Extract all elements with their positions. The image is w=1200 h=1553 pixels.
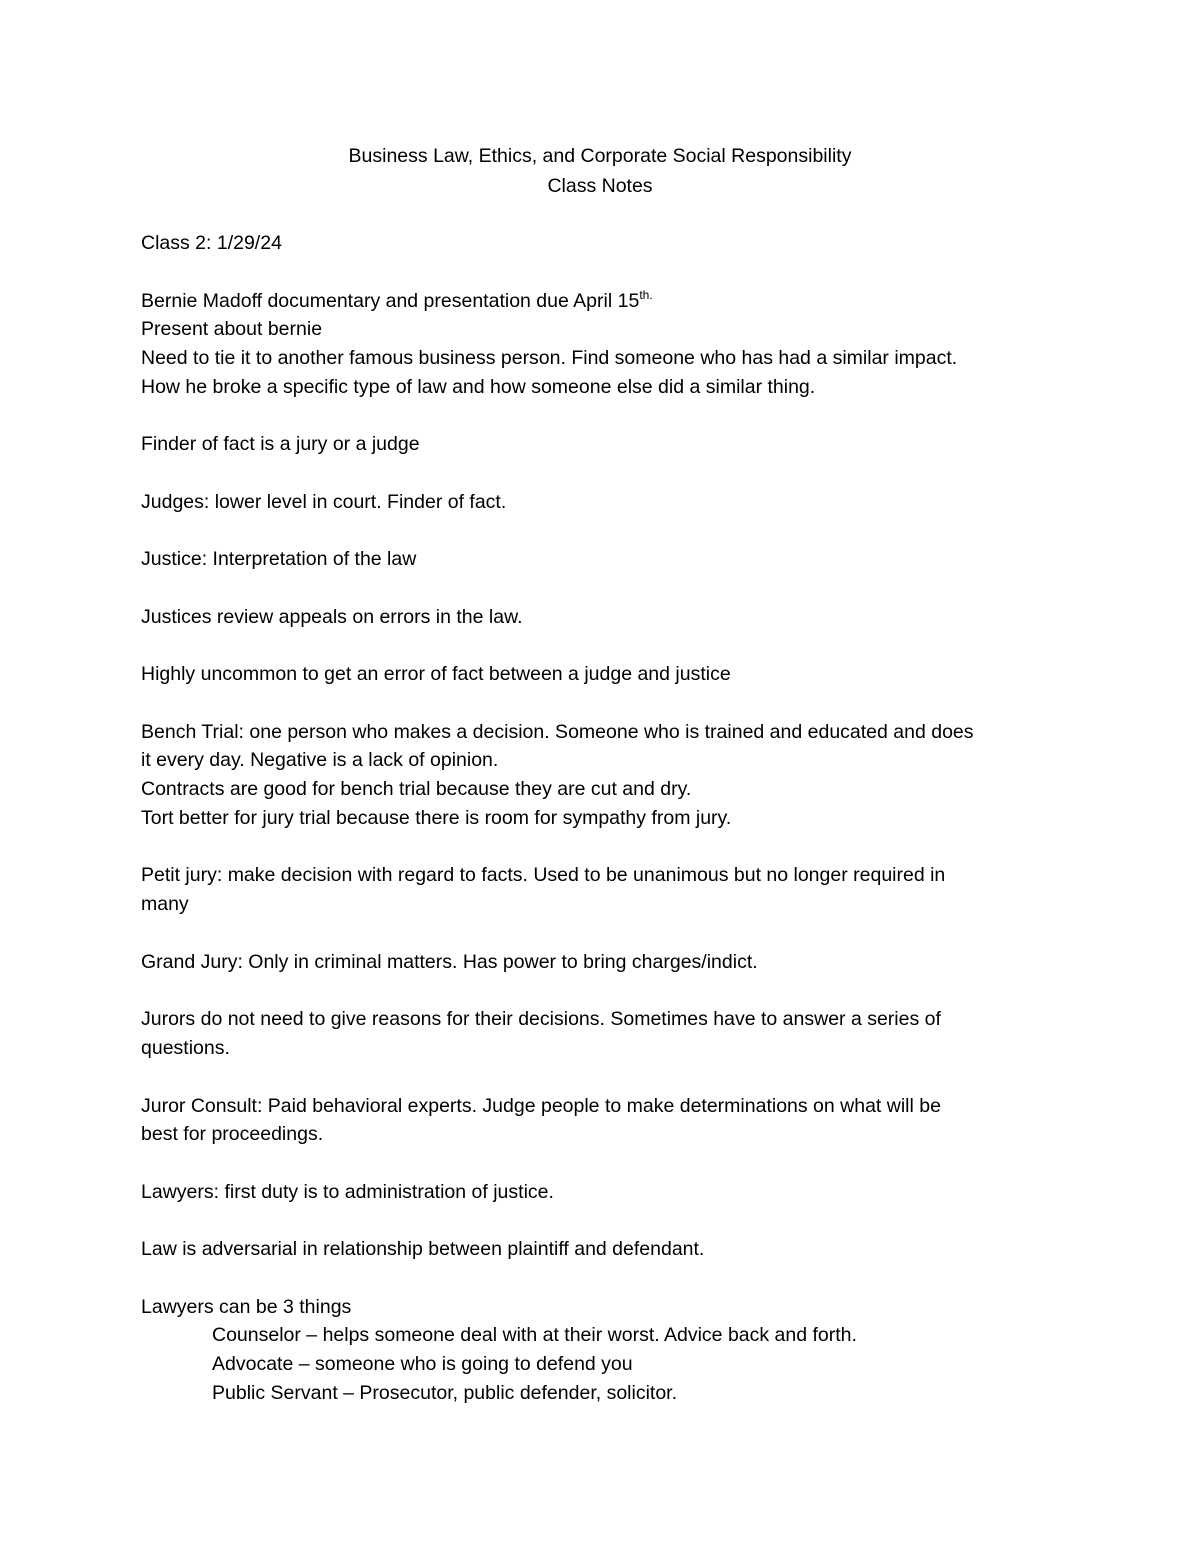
note-bench-trial-2: it every day. Negative is a lack of opinion. — [141, 749, 499, 771]
note-error-of-fact: Highly uncommon to get an error of fact between a judge and justice — [141, 663, 731, 685]
note-lawyers-three: Lawyers can be 3 things — [141, 1296, 352, 1318]
document-subtitle: Class Notes — [547, 175, 653, 197]
note-adversarial: Law is adversarial in relationship between plaintiff and defendant. — [141, 1238, 705, 1260]
lawyer-role-public-servant: Public Servant – Prosecutor, public defender, solicitor. — [212, 1382, 678, 1404]
note-bench-trial-4: Tort better for jury trial because there is room for sympathy from jury. — [141, 807, 732, 829]
document-title: Business Law, Ethics, and Corporate Social Responsibility — [348, 145, 852, 167]
assignment-line-1-superscript: th. — [639, 288, 653, 302]
note-justices-review: Justices review appeals on errors in the law. — [141, 606, 523, 628]
lawyer-role-advocate: Advocate – someone who is going to defend you — [212, 1353, 633, 1375]
assignment-line-1 — [141, 287, 653, 315]
note-petit-jury-2: many — [141, 893, 189, 915]
note-jurors-2: questions. — [141, 1037, 230, 1059]
lawyer-role-counselor: Counselor – helps someone deal with at their worst. Advice back and forth. — [212, 1324, 857, 1346]
class-date-line: Class 2: 1/29/24 — [141, 232, 282, 254]
assignment-line-3: Need to tie it to another famous business person. Find someone who has had a similar impact. — [141, 347, 958, 369]
note-judges: Judges: lower level in court. Finder of fact. — [141, 491, 507, 513]
note-petit-jury-1: Petit jury: make decision with regard to facts. Used to be unanimous but no longer required in — [141, 864, 946, 886]
assignment-line-2: Present about bernie — [141, 318, 323, 340]
note-bench-trial-1: Bench Trial: one person who makes a decision. Someone who is trained and educated and does — [141, 721, 974, 743]
note-bench-trial-3: Contracts are good for bench trial because they are cut and dry. — [141, 778, 692, 800]
note-finder-of-fact: Finder of fact is a jury or a judge — [141, 433, 420, 455]
note-grand-jury: Grand Jury: Only in criminal matters. Has power to bring charges/indict. — [141, 951, 758, 973]
note-juror-consult-2: best for proceedings. — [141, 1123, 324, 1145]
note-justice: Justice: Interpretation of the law — [141, 548, 417, 570]
note-juror-consult-1: Juror Consult: Paid behavioral experts. Judge people to make determinations on what will be — [141, 1095, 941, 1117]
note-lawyers-duty: Lawyers: first duty is to administration of justice. — [141, 1181, 554, 1203]
note-jurors-1: Jurors do not need to give reasons for their decisions. Sometimes have to answer a series of — [141, 1008, 941, 1030]
assignment-line-4: How he broke a specific type of law and how someone else did a similar thing. — [141, 376, 816, 398]
assignment-line-1-text: Bernie Madoff documentary and presentation due April 15 — [141, 290, 640, 312]
